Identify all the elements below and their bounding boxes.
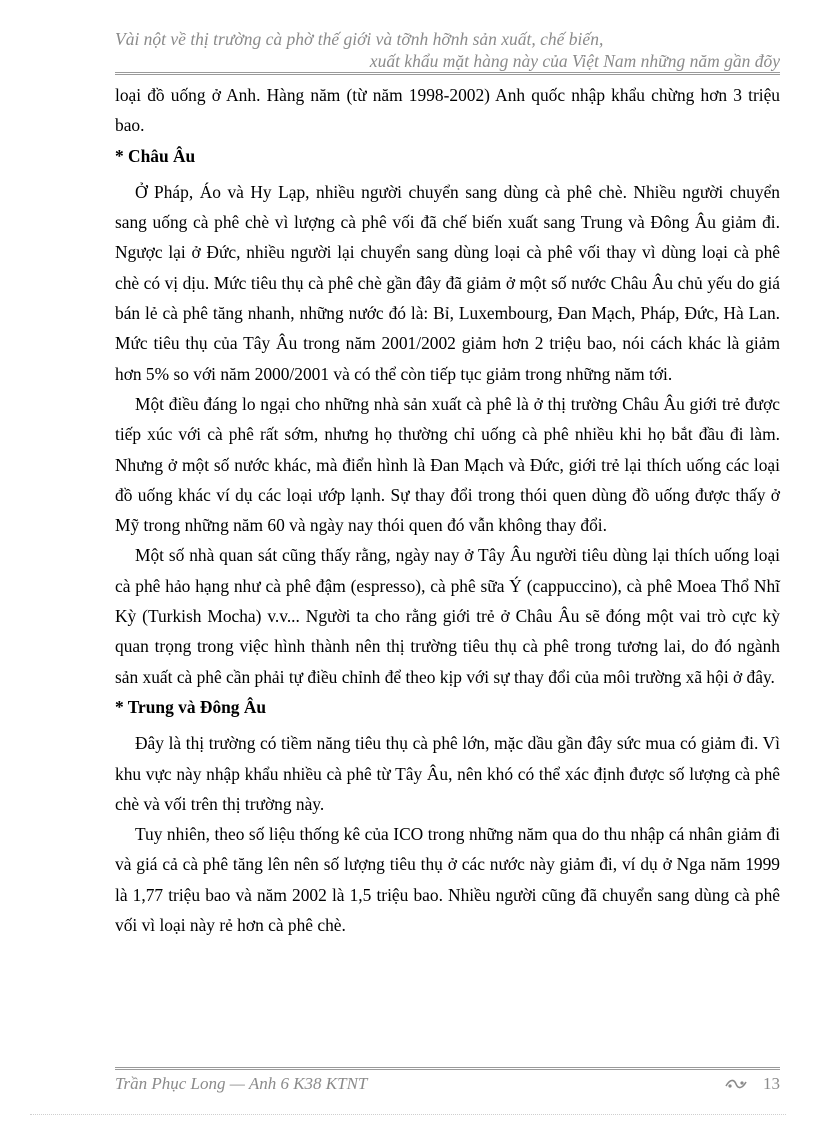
running-footer [115,1074,780,1098]
page-number: 13 [763,1074,780,1093]
body-paragraph: Tuy nhiên, theo số liệu thống kê của ICO trong những năm qua do thu nhập cá nhân giảm đi và giá cả cà phê tăng lên nên số lượng tiêu thụ ở các nước này giảm đi, ví dụ ở Nga năm 1999 là 1,77 triệu bao và năm 2002 là 1,5 triệu bao. Nhiều người cũng đã chuyển sang dùng cà phê vối vì loại này rẻ hơn cà phê chè. [115,824,780,936]
section-heading-chau-au: * Châu Âu [115,145,196,166]
running-header [115,28,780,72]
leaf-ornament-icon [725,1078,747,1090]
section-heading-trung-dong-au: * Trung và Đông Âu [115,696,267,717]
header-line-2: xuất khẩu mặt hàng này của Việt Nam những năm gần đõy [369,51,780,71]
intro-paragraph: loại đồ uống ở Anh. Hàng năm (từ năm 1998-2002) Anh quốc nhập khẩu chừng hơn 3 triệu bao. [115,85,780,136]
footer-rule [115,1067,780,1070]
body-paragraph: Một điều đáng lo ngại cho những nhà sản xuất cà phê là ở thị trường Châu Âu giới trẻ được tiếp xúc với cà phê rất sớm, nhưng họ thường chỉ uống cà phê nhiều khi họ bắt đầu đi làm. Nhưng ở một số nước khác, mà điển hình là Đan Mạch và Đức, giới trẻ lại thích uống các loại đồ uống khác ví dụ các loại ướp lạnh. Sự thay đổi trong thói quen dùng đồ uống được thấy ở Mỹ trong những năm 60 và ngày nay thói quen đó vẫn không thay đổi. [115,393,780,536]
body-paragraph: Đây là thị trường có tiềm năng tiêu thụ cà phê lớn, mặc dầu gần đây sức mua có giảm đi. Vì khu vực này nhập khẩu nhiều cà phê từ Tây Âu, nên khó có thể xác định được số lượng cà phê chè và vối trên thị trường này. [115,733,780,814]
header-line-1: Vài nột về thị trường cà phờ thế giới và tỡnh hỡnh sản xuất, chế biến, [115,29,604,49]
footer-author: Trần Phục Long — Anh 6 K38 KTNT [115,1074,368,1093]
body-paragraph: Một số nhà quan sát cũng thấy rằng, ngày nay ở Tây Âu người tiêu dùng lại thích uống loại cà phê hảo hạng như cà phê đậm (espresso), cà phê sữa Ý (cappuccino), cà phê Moea Thổ Nhĩ Kỳ (Turkish Mocha) v.v... Người ta cho rằng giới trẻ ở Châu Âu sẽ đóng một vai trò cực kỳ quan trọng trong việc hình thành nên thị trường tiêu thụ cà phê trong tương lai, do đó ngành sản xuất cà phê cần phải tự điều chỉnh để theo kịp với sự thay đổi của môi trường xã hội ở đây. [115,545,780,687]
page-bottom-divider [30,1114,786,1115]
body-paragraph: Ở Pháp, Áo và Hy Lạp, nhiều người chuyển sang dùng cà phê chè. Nhiều người chuyển sang uống cà phê chè vì lượng cà phê vối đã chế biến xuất sang Trung và Đông Âu giảm đi. Ngược lại ở Đức, nhiều người lại chuyển sang dùng loại cà phê vối thay vì dùng loại cà phê chè có vị dịu. Mức tiêu thụ cà phê chè gần đây đã giảm ở một số nước Châu Âu chủ yếu do giá bán lẻ cà phê tăng nhanh, những nước đó là: Bỉ, Luxembourg, Đan Mạch, Pháp, Đức, Hà Lan. Mức tiêu thụ của Tây Âu trong năm 2001/2002 giảm hơn 2 triệu bao, nói cách khác là giảm hơn 5% so với năm 2000/2001 và có thể còn tiếp tục giảm trong những năm tới. [115,181,780,384]
page-body [115,80,780,940]
header-rule [115,72,780,75]
